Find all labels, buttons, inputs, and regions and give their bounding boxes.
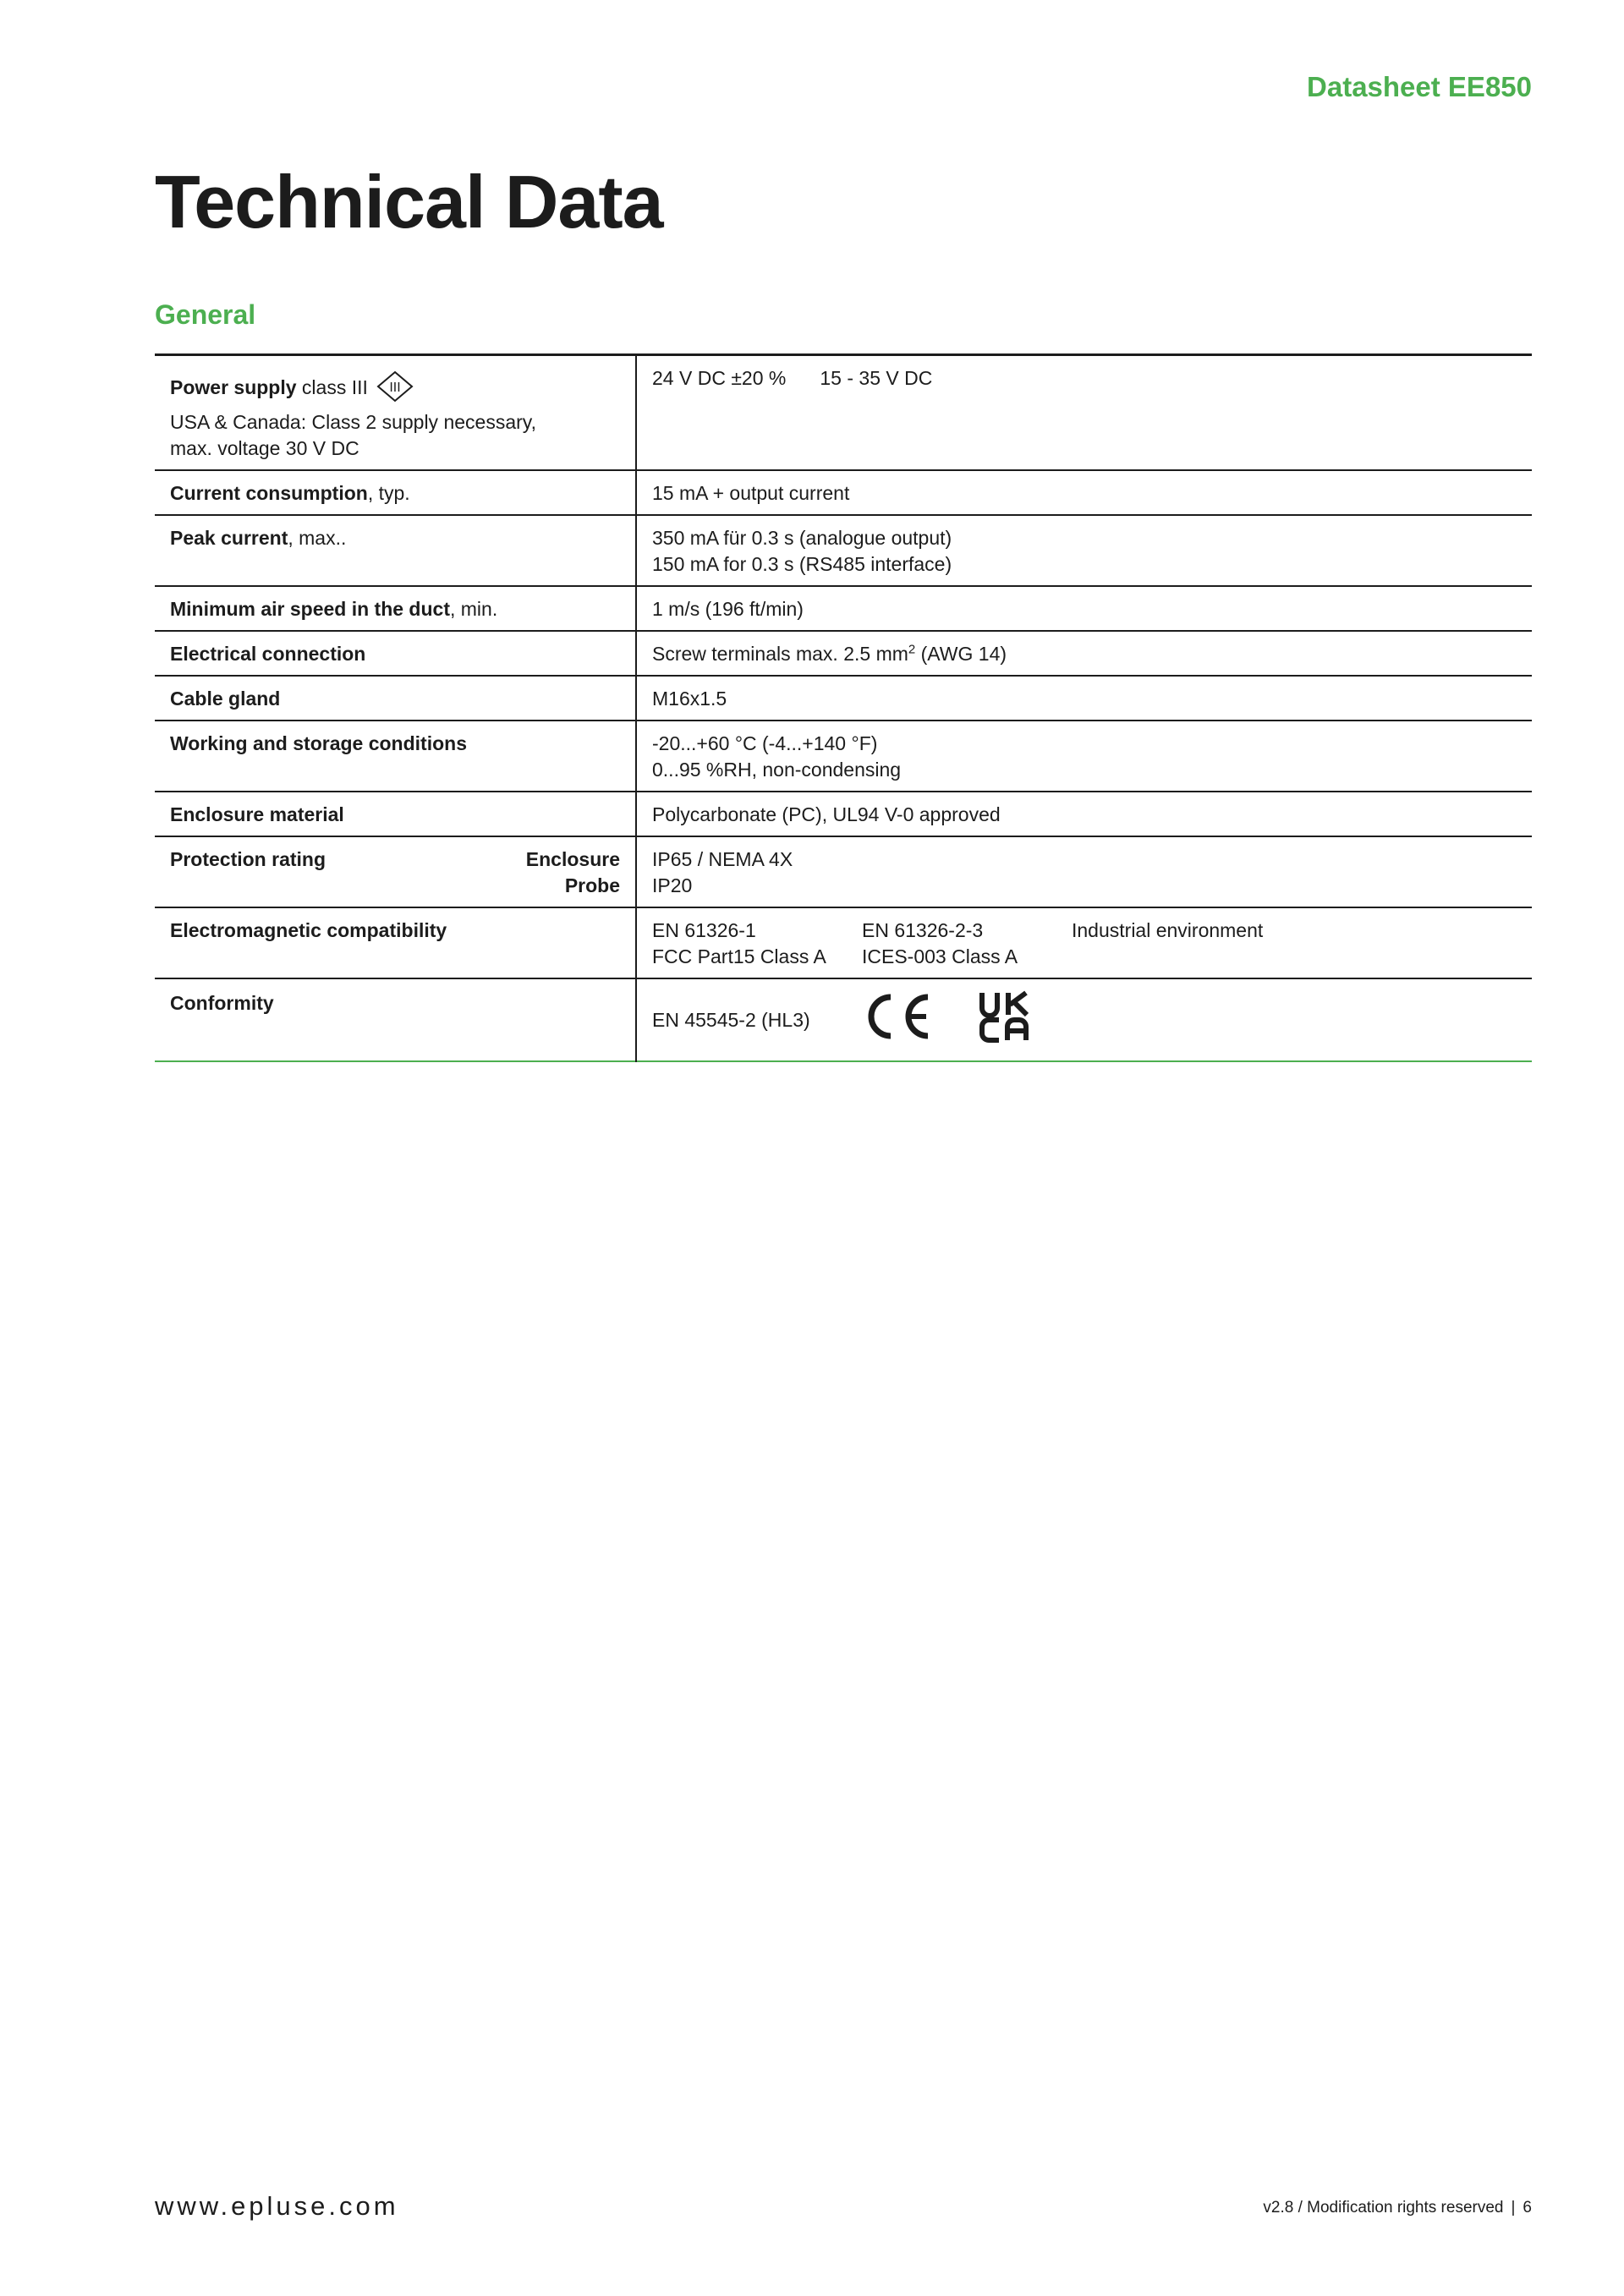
row-value: [636, 978, 1532, 1061]
table-row: [155, 355, 1532, 471]
row-label: [155, 355, 636, 471]
table-row: [155, 836, 1532, 907]
table-row: [155, 721, 1532, 792]
label-bold: Current consumption: [170, 482, 368, 504]
row-value: 1 m/s (196 ft/min): [636, 586, 1532, 631]
label-bold: Minimum air speed in the duct: [170, 598, 450, 620]
label-rest: class III: [296, 376, 368, 398]
table-row: [155, 907, 1532, 978]
conformity-standard: EN 45545-2 (HL3): [652, 1008, 810, 1031]
row-label: [155, 470, 636, 515]
row-label: Cable gland: [155, 676, 636, 721]
datasheet-title: Datasheet EE850: [1307, 71, 1532, 102]
row-value: 15 mA + output current: [636, 470, 1532, 515]
table-row: [155, 631, 1532, 676]
protection-value-2: IP20: [652, 874, 693, 896]
power-note-2: max. voltage 30 V DC: [170, 437, 359, 459]
row-label: Conformity: [155, 978, 636, 1061]
row-label: [155, 836, 636, 907]
peak-value-1: 350 mA für 0.3 s (analogue output): [652, 527, 952, 549]
label-bold: Peak current: [170, 527, 288, 549]
table-row: [155, 470, 1532, 515]
row-value: [636, 907, 1532, 978]
row-value: [636, 355, 1532, 471]
table-row: [155, 676, 1532, 721]
protection-sub-probe: Probe: [564, 874, 620, 896]
table-row: [155, 515, 1532, 586]
emc-standard-1: EN 61326-1: [652, 919, 756, 941]
row-label: Electrical connection: [155, 631, 636, 676]
row-label: Enclosure material: [155, 792, 636, 836]
label-rest: , max..: [288, 527, 347, 549]
section-title: General: [155, 299, 256, 330]
row-value: [636, 631, 1532, 676]
protection-value-1: IP65 / NEMA 4X: [652, 848, 793, 870]
table-row: [155, 586, 1532, 631]
row-value: [636, 515, 1532, 586]
table-row: [155, 978, 1532, 1061]
protection-sub-enclosure: Enclosure: [525, 848, 620, 870]
label-bold: Power supply: [170, 376, 297, 398]
row-value: [636, 836, 1532, 907]
row-label: [155, 515, 636, 586]
row-value: [636, 721, 1532, 792]
row-value: Polycarbonate (PC), UL94 V-0 approved: [636, 792, 1532, 836]
conditions-value-2: 0...95 %RH, non-condensing: [652, 759, 902, 781]
table-row: [155, 792, 1532, 836]
footer-version: v2.8 / Modification rights reserved: [1263, 2199, 1504, 2217]
label-rest: , typ.: [367, 482, 410, 504]
electrical-superscript: 2: [908, 642, 916, 657]
footer-separator: |: [1511, 2199, 1516, 2217]
power-value-b: 15 - 35 V DC: [820, 367, 933, 389]
electrical-value-tail: (AWG 14): [915, 643, 1007, 665]
class-iii-symbol: III: [389, 381, 401, 395]
page-title: Technical Data: [155, 160, 663, 244]
row-label: Working and storage conditions: [155, 721, 636, 792]
power-note-1: USA & Canada: Class 2 supply necessary,: [170, 411, 536, 433]
page-number: 6: [1522, 2199, 1532, 2217]
protection-label: Protection rating: [170, 848, 326, 870]
emc-standard-2: EN 61326-2-3: [862, 919, 984, 941]
emc-standard-3: FCC Part15 Class A: [652, 945, 826, 967]
row-value: M16x1.5: [636, 676, 1532, 721]
emc-environment: Industrial environment: [1072, 919, 1264, 941]
footer-meta: [1263, 2199, 1532, 2217]
emc-standard-4: ICES-003 Class A: [862, 945, 1018, 967]
class-iii-icon: [376, 370, 414, 409]
row-label: Electromagnetic compatibility: [155, 907, 636, 978]
peak-value-2: 150 mA for 0.3 s (RS485 interface): [652, 553, 952, 575]
footer-website-link[interactable]: www.epluse.com: [155, 2191, 399, 2221]
electrical-value: Screw terminals max. 2.5 mm: [652, 643, 908, 665]
ce-mark-icon: [862, 990, 933, 1049]
conditions-value-1: -20...+60 °C (-4...+140 °F): [652, 732, 878, 754]
technical-data-table: [155, 353, 1532, 1062]
label-rest: , min.: [449, 598, 498, 620]
power-value-a: 24 V DC ±20 %: [652, 367, 787, 389]
ukca-mark-icon: [977, 989, 1031, 1050]
row-label: [155, 586, 636, 631]
